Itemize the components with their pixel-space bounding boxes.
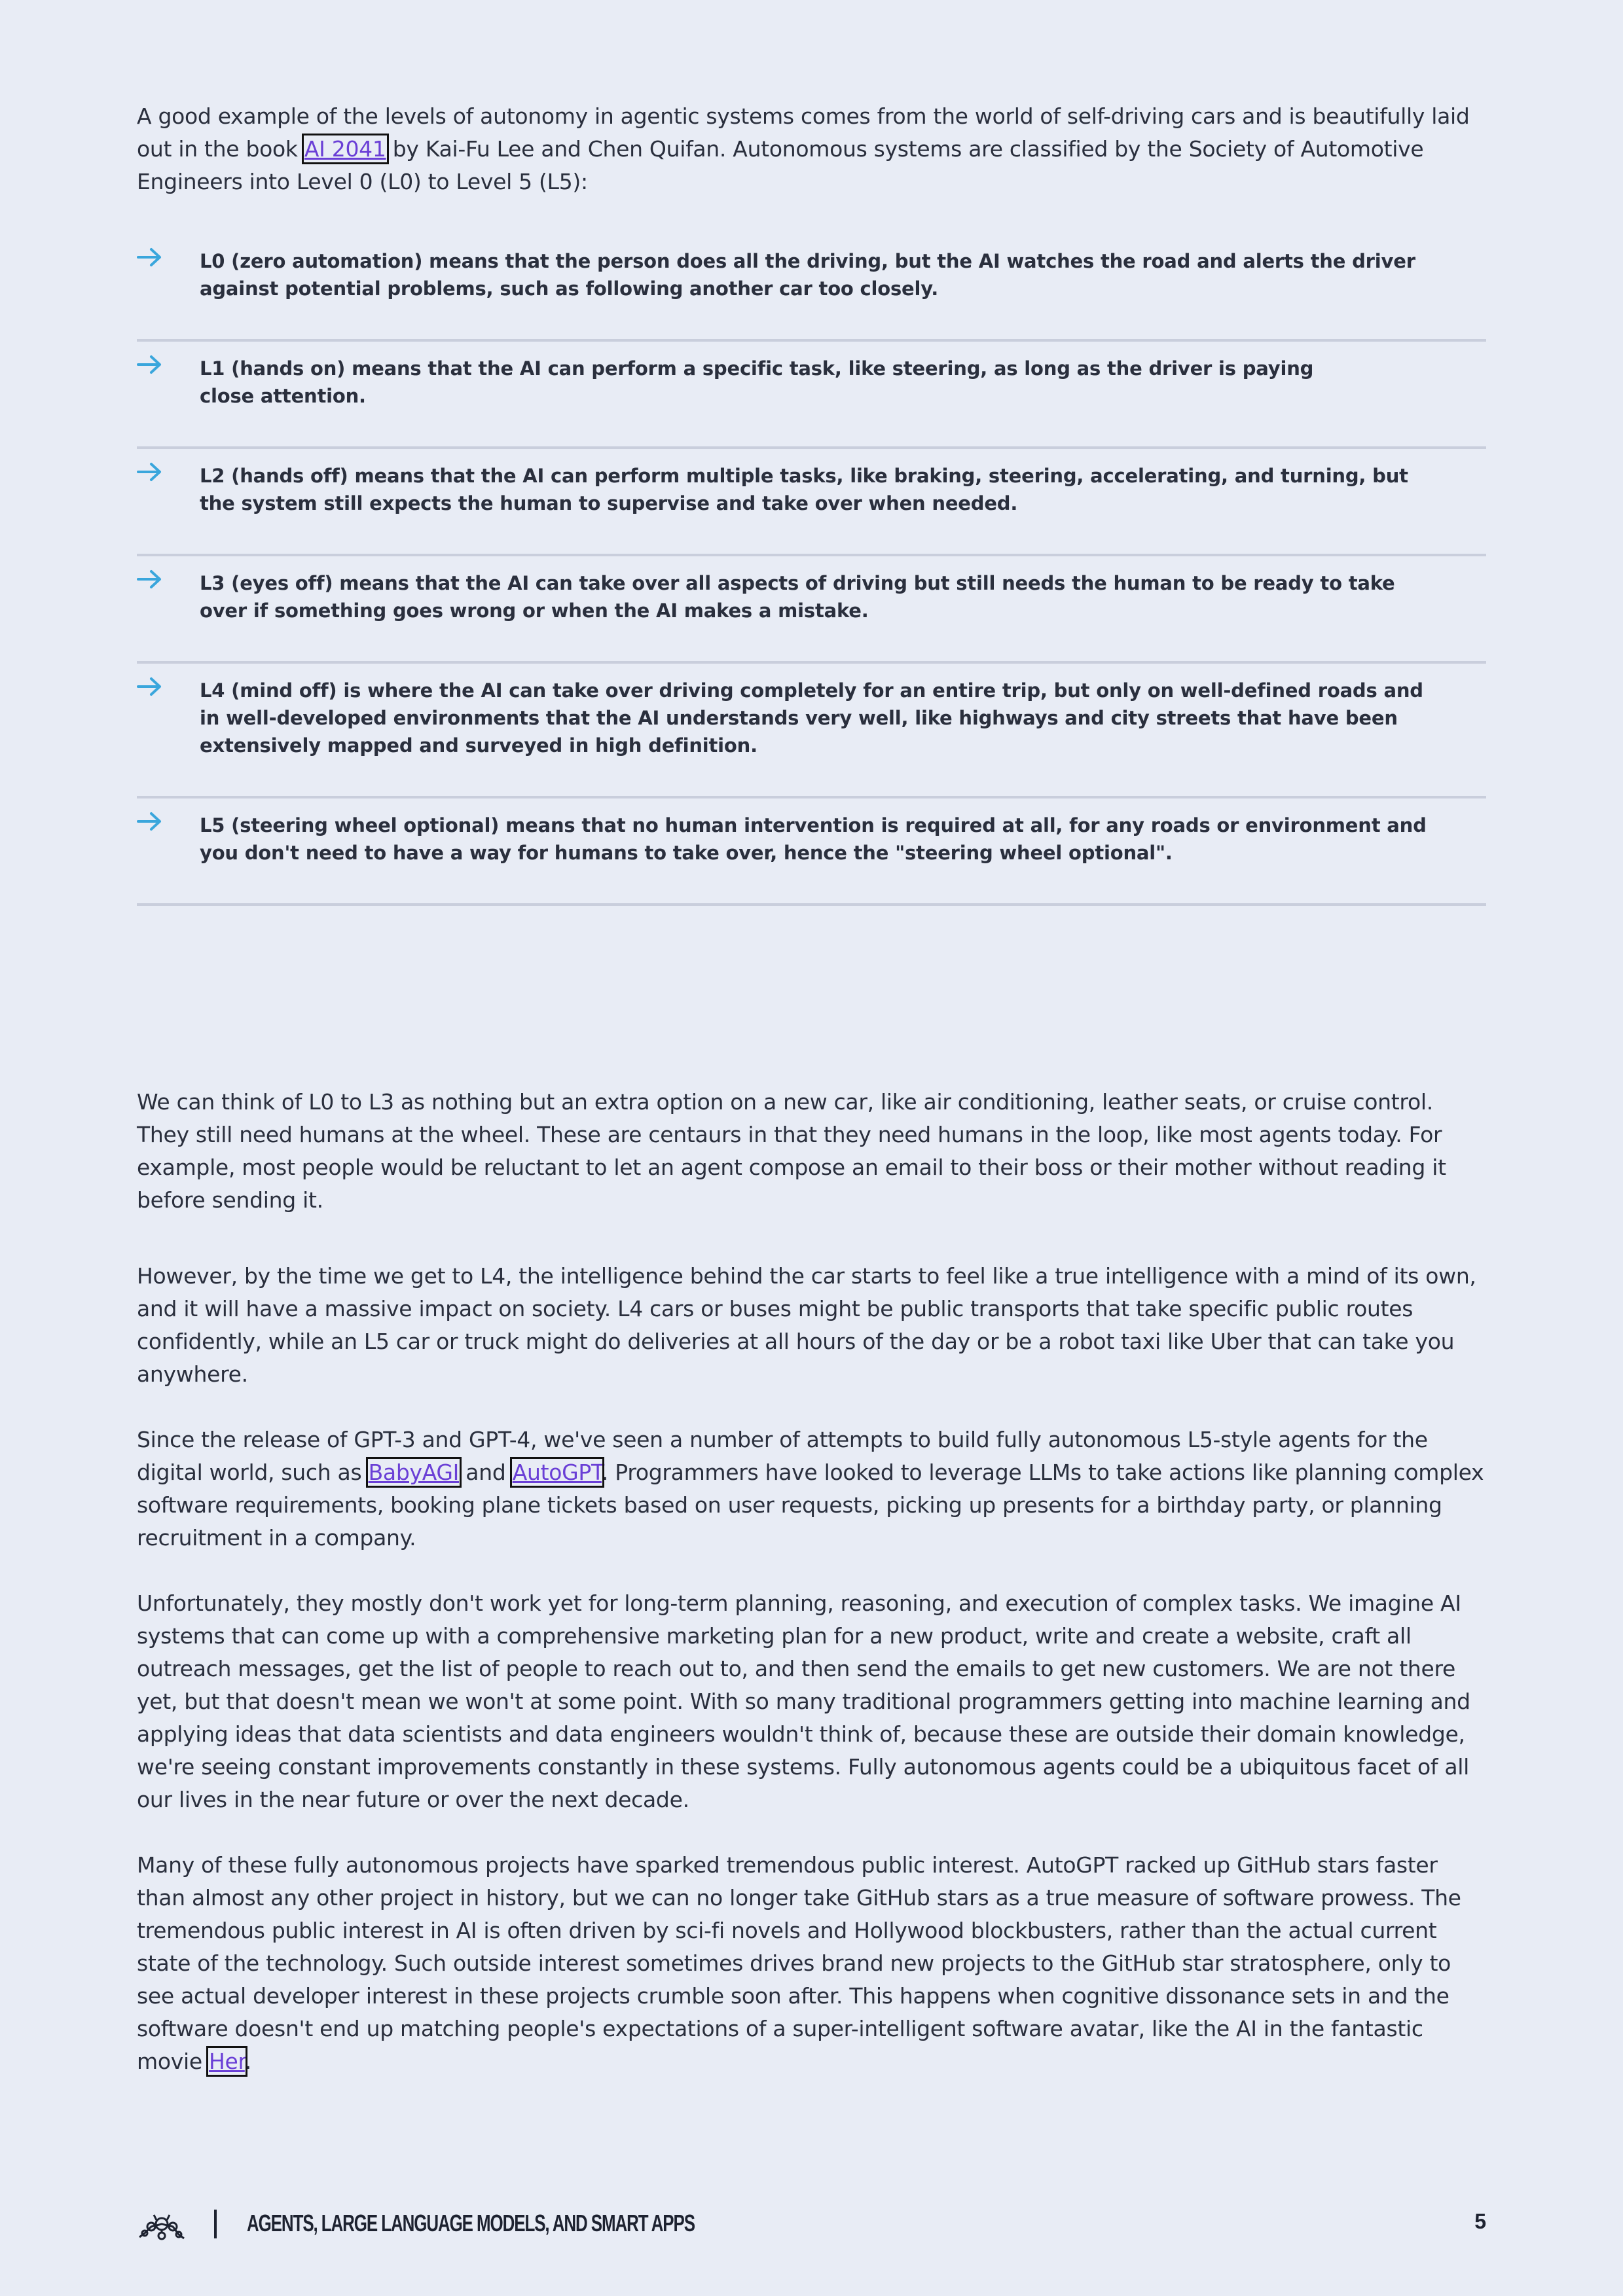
paragraph-text: Many of these fully autonomous projects have sparked tremendous public interest. AutoGPT racked up GitHub stars faster than almost any other project in history, but we can no longer take GitHub stars as a true measure of software prowess. The tremendous public interest in AI is often driven by sci-fi novels and Hollywood blockbusters, rather than the actual current state of the technology. Such outside interest sometimes drives brand new projects to the GitHub star stratosphere, only to see actual developer interest in these projects crumble soon after. This happens when cognitive dissonance sets in and the software doesn't end up matching people's expectations of a super-intelligent software avatar, like the AI in the fantastic movie <box>137 1852 1461 2074</box>
list-item-l5 <box>137 798 1486 906</box>
intro-text-start: A good example of the levels of autonomy in agentic systems comes from the world of self-driving cars and is beautifully laid out in the book <box>137 103 1470 162</box>
list-item-l3 <box>137 556 1486 664</box>
footer-separator <box>214 2210 217 2238</box>
arrow-right-icon <box>137 246 163 268</box>
paragraph-text: and <box>459 1460 513 1485</box>
robot-logo-icon <box>137 2211 187 2241</box>
paragraph-l4-l5: However, by the time we get to L4, the intelligence behind the car starts to feel like a true intelligence with a mind of its own, and it will have a massive impact on society. L4 cars or buses might be public transports that take specific public routes confidently, while an L5 car or truck might do deliveries at all hours of the day or be a robot taxi like Uber that can take you anywhere. <box>137 1263 1476 1387</box>
page-number: 5 <box>1474 2210 1486 2233</box>
body-paragraphs <box>137 1086 1486 2111</box>
list-item-l0 <box>137 234 1486 342</box>
level-text: L0 (zero automation) means that the person does all the driving, but the AI watches the road and alerts the driver against potential problems, such as following another car too closely. <box>200 250 1415 300</box>
level-text: L4 (mind off) is where the AI can take over driving completely for an entire trip, but only on well-defined roads and in well-developed environments that the AI understands very well, like highways and city streets that have been extensively mapped and surveyed in high definition. <box>200 679 1423 757</box>
ai-2041-link[interactable]: AI 2041 <box>304 136 386 162</box>
arrow-right-icon <box>137 810 163 833</box>
book-title: AGENTS, LARGE LANGUAGE MODELS, AND SMART APPS <box>247 2210 695 2236</box>
arrow-right-icon <box>137 675 163 698</box>
autogpt-link[interactable]: AutoGPT <box>512 1460 602 1485</box>
page-footer <box>137 2206 1486 2245</box>
arrow-right-icon <box>137 461 163 483</box>
arrow-right-icon <box>137 353 163 376</box>
level-text: L2 (hands off) means that the AI can perform multiple tasks, like braking, steering, accelerating, and turning, but the system still expects the human to supervise and take over when needed. <box>200 465 1408 514</box>
level-text: L5 (steering wheel optional) means that no human intervention is required at all, for any roads or environment and you don't need to have a way for humans to take over, hence the "steering wheel optional". <box>200 814 1427 864</box>
intro-paragraph <box>137 100 1486 198</box>
intro-text-end: by Kai-Fu Lee and Chen Quifan. Autonomous systems are classified by the Society of Automotive Engineers into Level 0 (L0) to Level 5 (L5): <box>137 136 1424 194</box>
paragraph-text: . <box>244 2049 251 2074</box>
paragraph-public-interest <box>137 1849 1486 2078</box>
babyagi-link[interactable]: BabyAGI <box>368 1460 460 1485</box>
paragraph-l0-l3: We can think of L0 to L3 as nothing but an extra option on a new car, like air conditioning, leather seats, or cruise control. They still need humans at the wheel. These are centaurs in that they need humans in the loop, like most agents today. For example, most people would be reluctant to let an agent compose an email to their boss or their mother without reading it before sending it. <box>137 1089 1446 1213</box>
paragraph-text: Since the release of GPT-3 and GPT-4, we've seen a number of attempts to build fully autonomous L5-style agents for the digital world, such as <box>137 1427 1428 1485</box>
autonomy-levels-list <box>137 234 1486 906</box>
level-text: L1 (hands on) means that the AI can perform a specific task, like steering, as long as the driver is paying close attention. <box>200 357 1314 407</box>
list-item-l4 <box>137 664 1486 798</box>
list-item-l1 <box>137 342 1486 449</box>
paragraph-gpt-agents <box>137 1424 1486 1554</box>
her-link[interactable]: Her <box>209 2049 245 2074</box>
arrow-right-icon <box>137 568 163 590</box>
level-text: L3 (eyes off) means that the AI can take over all aspects of driving but still needs the human to be ready to take over if something goes wrong or when the AI makes a mistake. <box>200 572 1395 622</box>
paragraph-text: . Programmers have looked to leverage LLMs to take actions like planning complex software requirements, booking plane tickets based on user requests, picking up presents for a birthday party, or planning recruitment in a company. <box>137 1460 1484 1551</box>
paragraph-limitations: Unfortunately, they mostly don't work yet for long-term planning, reasoning, and execution of complex tasks. We imagine AI systems that can come up with a comprehensive marketing plan for a new product, write and create a website, craft all outreach messages, get the list of people to reach out to, and then send the emails to get new customers. We are not there yet, but that doesn't mean we won't at some point. With so many traditional programmers getting into machine learning and applying ideas that data scientists and data engineers wouldn't think of, because these are outside their domain knowledge, we're seeing constant improvements constantly in these systems. Fully autonomous agents could be a ubiquitous facet of all our lives in the near future or over the next decade. <box>137 1590 1470 1812</box>
list-item-l2 <box>137 449 1486 556</box>
